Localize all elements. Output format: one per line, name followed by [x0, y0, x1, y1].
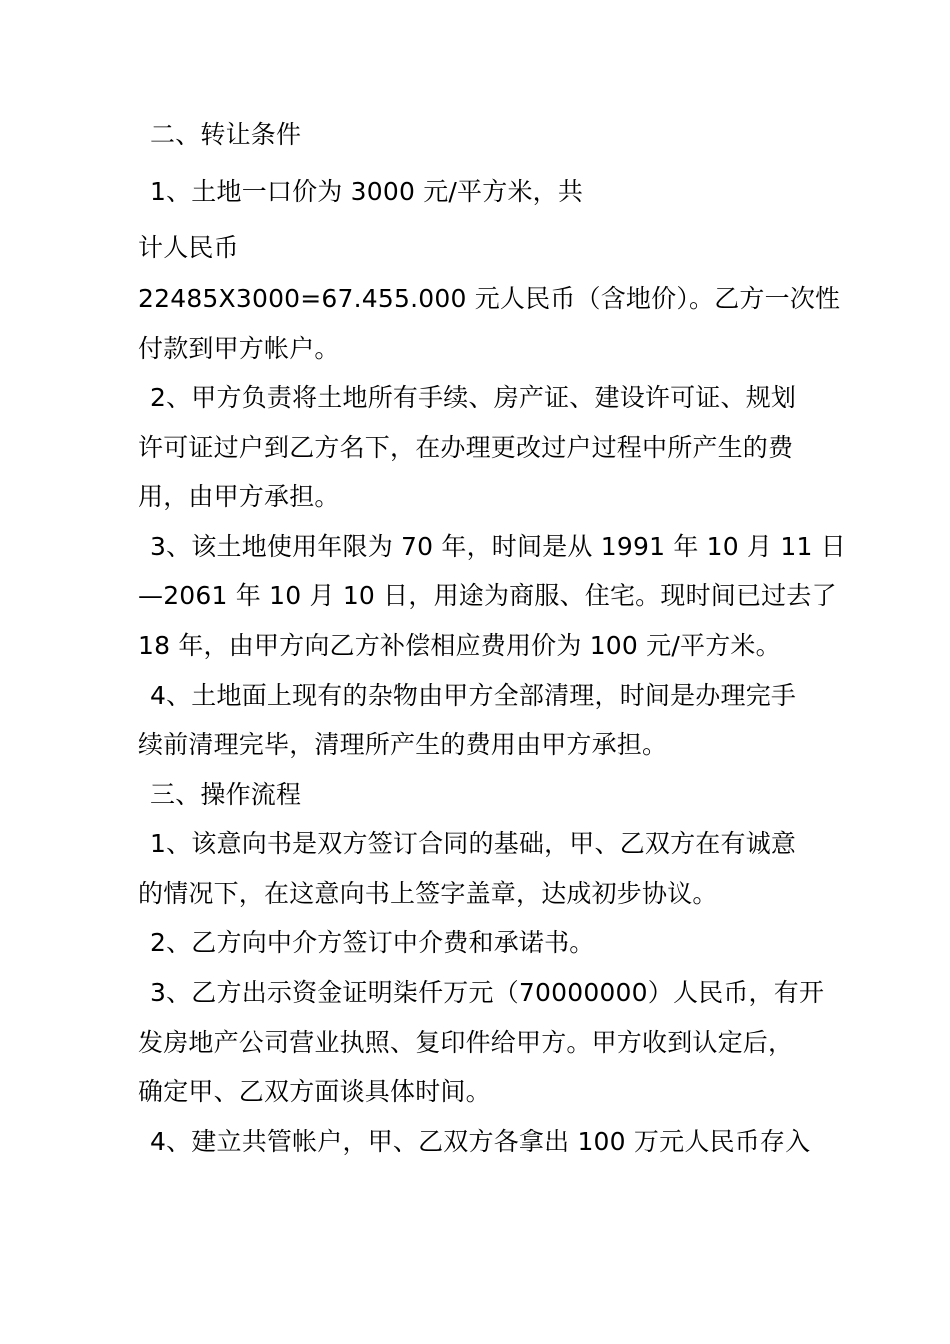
paragraph-line: 4、建立共管帐户，甲、乙双方各拿出 100 万元人民币存入 — [150, 1127, 811, 1156]
section-heading-transfer-conditions: 二、转让条件 — [150, 120, 302, 149]
paragraph-line: 发房地产公司营业执照、复印件给甲方。甲方收到认定后， — [138, 1028, 794, 1057]
paragraph-line: 许可证过户到乙方名下，在办理更改过户过程中所产生的费 — [138, 433, 794, 462]
paragraph-line: 计人民币 — [138, 233, 239, 262]
paragraph-line: 用，由甲方承担。 — [138, 482, 340, 511]
paragraph-line: 续前清理完毕，清理所产生的费用由甲方承担。 — [138, 730, 668, 759]
paragraph-line: 确定甲、乙双方面谈具体时间。 — [138, 1077, 491, 1106]
paragraph-line: 的情况下，在这意向书上签字盖章，达成初步协议。 — [138, 879, 718, 908]
paragraph-line: 2、乙方向中介方签订中介费和承诺书。 — [150, 928, 595, 957]
paragraph-line: 付款到甲方帐户。 — [138, 334, 340, 363]
section-heading-operation-process: 三、操作流程 — [150, 780, 302, 809]
paragraph-line: 3、该土地使用年限为 70 年，时间是从 1991 年 10 月 11 日 — [150, 532, 846, 561]
paragraph-line: 1、土地一口价为 3000 元/平方米，共 — [150, 177, 584, 206]
paragraph-line: 1、该意向书是双方签订合同的基础，甲、乙双方在有诚意 — [150, 829, 797, 858]
paragraph-line: 22485X3000=67.455.000 元人民币（含地价）。乙方一次性 — [138, 284, 841, 313]
paragraph-line: —2061 年 10 月 10 日，用途为商服、住宅。现时间已过去了 — [138, 581, 837, 610]
paragraph-line: 3、乙方出示资金证明柒仟万元（70000000）人民币，有开 — [150, 978, 825, 1007]
paragraph-line: 4、土地面上现有的杂物由甲方全部清理，时间是办理完手 — [150, 681, 797, 710]
paragraph-line: 2、甲方负责将土地所有手续、房产证、建设许可证、规划 — [150, 383, 797, 412]
paragraph-line: 18 年，由甲方向乙方补偿相应费用价为 100 元/平方米。 — [138, 631, 781, 660]
